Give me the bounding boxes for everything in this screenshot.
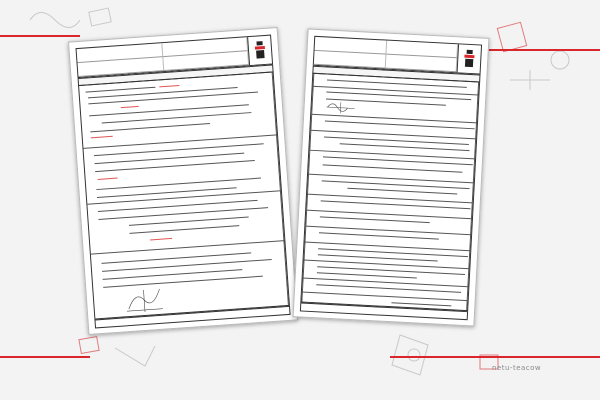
question-sheet [293,28,490,326]
school-logo-icon [247,36,272,66]
brand-watermark: netu-teacow [492,364,542,372]
number-column [457,82,479,310]
answer-row [91,240,285,255]
accent-line-bottom-left [0,356,90,358]
question-row [313,86,479,96]
accent-line-bottom-right [390,356,600,358]
question-table [300,73,480,311]
answer-table [78,71,290,319]
doodle-bottom-right [370,325,510,395]
doodle-top-right [490,20,600,110]
score-column [301,74,323,302]
accent-line-top-right [486,49,600,51]
doodle-bottom-left [70,328,190,388]
graph-sketch [123,287,165,316]
question-row [302,291,468,301]
answer-sheet [68,27,298,335]
doodle-top-left [20,0,130,34]
school-logo-icon [457,44,481,73]
number-column [263,72,289,305]
accent-line-top-left [0,35,80,37]
answer-row [87,190,281,205]
wave-graph [325,100,356,115]
